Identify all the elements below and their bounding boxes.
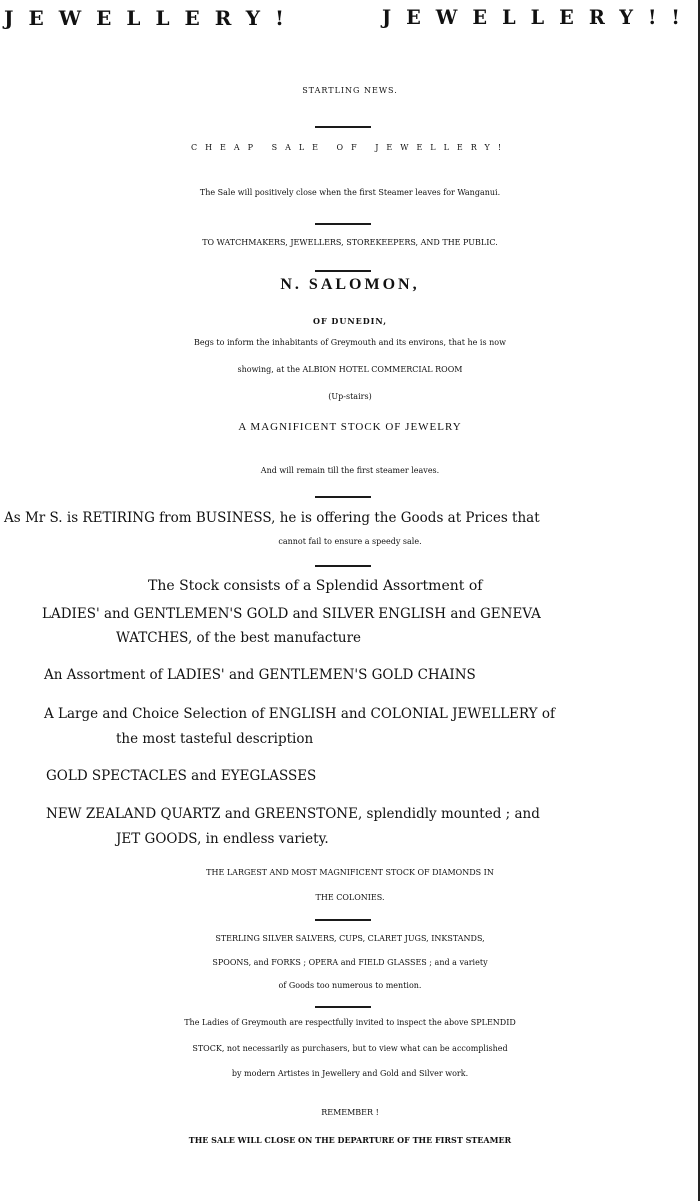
divider bbox=[315, 496, 371, 498]
retiring-line-1: As Mr S. is RETIRING from BUSINESS, he is offering the Goods at Prices that bbox=[4, 510, 540, 526]
item-1-line-2: WATCHES, of the best manufacture bbox=[116, 630, 362, 646]
item-2: An Assortment of LADIES' and GENTLEMEN'S GOLD CHAINS bbox=[44, 667, 476, 683]
item-1-line-1: LADIES' and GENTLEMEN'S GOLD and SILVER ENGLISH and GENEVA bbox=[42, 606, 541, 622]
item-4: GOLD SPECTACLES and EYEGLASSES bbox=[46, 768, 317, 784]
ladies-line-1: The Ladies of Greymouth are respectfully invited to inspect the above SPLENDID bbox=[184, 1018, 516, 1027]
remember-heading: REMEMBER ! bbox=[321, 1108, 379, 1117]
silver-line-1: STERLING SILVER SALVERS, CUPS, CLARET JUGS, INKSTANDS, bbox=[215, 934, 485, 943]
ladies-line-2: STOCK, not necessarily as purchasers, but to view what can be accomplished bbox=[192, 1044, 508, 1053]
silver-line-2: SPOONS, and FORKS ; OPERA and FIELD GLASSES ; and a variety bbox=[212, 958, 488, 967]
divider bbox=[315, 223, 371, 225]
merchant-intro-3: (Up-stairs) bbox=[328, 392, 372, 401]
divider bbox=[315, 126, 371, 128]
sale-heading: CHEAP SALE OF JEWELLERY! bbox=[190, 143, 510, 152]
stock-intro: The Stock consists of a Splendid Assortment of bbox=[148, 578, 483, 594]
diamonds-line-1: THE LARGEST AND MOST MAGNIFICENT STOCK OF DIAMONDS IN bbox=[206, 868, 494, 877]
diamonds-line-2: THE COLONIES. bbox=[315, 893, 385, 902]
header-right: JEWELLERY!! bbox=[382, 6, 695, 29]
divider bbox=[315, 1006, 371, 1008]
silver-line-3: of Goods too numerous to mention. bbox=[278, 981, 422, 990]
item-3-line-2: the most tasteful description bbox=[116, 731, 314, 747]
item-3-line-1: A Large and Choice Selection of ENGLISH and COLONIAL JEWELLERY of bbox=[44, 706, 555, 722]
item-5-line-1: NEW ZEALAND QUARTZ and GREENSTONE, splendidly mounted ; and bbox=[46, 806, 540, 822]
merchant-origin: OF DUNEDIN, bbox=[312, 316, 388, 326]
merchant-name: N. SALOMON, bbox=[280, 276, 420, 293]
merchant-intro-1: Begs to inform the inhabitants of Greymouth and its environs, that he is now bbox=[194, 338, 506, 347]
close-notice: The Sale will positively close when the first Steamer leaves for Wanganui. bbox=[199, 188, 501, 197]
divider bbox=[315, 919, 371, 921]
announcement: STARTLING NEWS. bbox=[302, 86, 398, 95]
merchant-intro-2: showing, at the ALBION HOTEL COMMERCIAL ROOM bbox=[237, 365, 463, 374]
stock-headline: A MAGNIFICENT STOCK OF JEWELRY bbox=[238, 421, 462, 433]
audience-line: TO WATCHMAKERS, JEWELLERS, STOREKEEPERS, AND THE PUBLIC. bbox=[202, 238, 498, 247]
item-5-line-2: JET GOODS, in endless variety. bbox=[116, 831, 329, 847]
ladies-line-3: by modern Artistes in Jewellery and Gold and Silver work. bbox=[231, 1069, 469, 1078]
retiring-line-2: cannot fail to ensure a speedy sale. bbox=[278, 537, 422, 546]
divider bbox=[315, 565, 371, 567]
header-left: JEWELLERY! bbox=[4, 6, 299, 30]
divider bbox=[315, 270, 371, 272]
stay-notice: And will remain till the first steamer leaves. bbox=[260, 466, 440, 475]
closing-notice: THE SALE WILL CLOSE ON THE DEPARTURE OF THE FIRST STEAMER bbox=[188, 1135, 512, 1145]
